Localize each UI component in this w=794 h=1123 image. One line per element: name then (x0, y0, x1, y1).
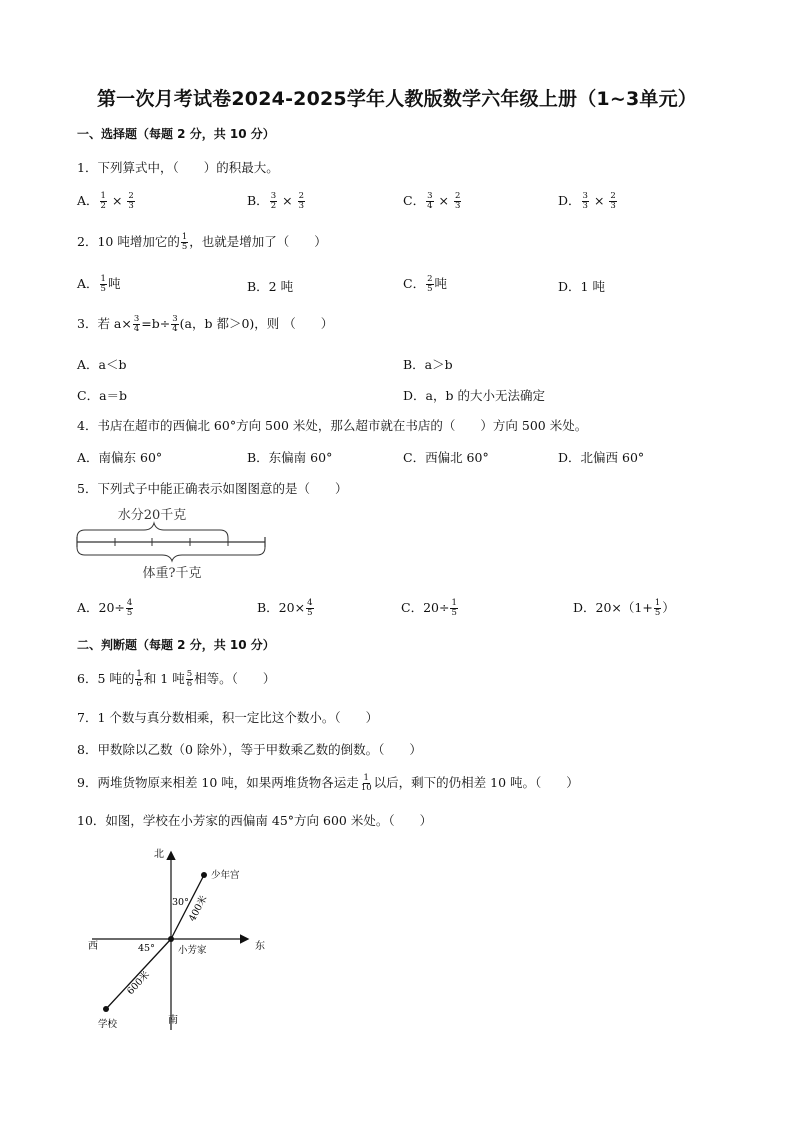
angle-west-label: 45° (138, 943, 155, 954)
distance-school-label: 600米 (125, 969, 153, 998)
section-heading-judge: 二、判断题（每题 2 分，共 10 分） (77, 638, 275, 652)
q1-option-d: D． $\frac{3}{3}$ × $\frac{2}{3}$ (558, 191, 616, 211)
q1-option-a: A． $\frac{1}{2}$ × $\frac{2}{3}$ (77, 191, 134, 211)
diagram-top-label: 水分20千克 (117, 508, 187, 523)
q1-option-c: C． $\frac{3}{4}$ × $\frac{2}{3}$ (403, 191, 461, 211)
school-point (103, 1006, 109, 1012)
section-heading-choice: 一、选择题（每题 2 分，共 10 分） (77, 127, 275, 141)
palace-point (201, 872, 207, 878)
south-label: 南 (168, 1015, 178, 1026)
question-4: 4．书店在超市的西偏北 60°方向 500 米处，那么超市就在书店的（ ）方向 500 米处。 (77, 418, 588, 433)
q3-option-a: A．a＜b (77, 357, 127, 372)
q2-option-d: D．1 吨 (558, 279, 605, 294)
question-1: 1．下列算式中，（ ）的积最大。 (77, 160, 279, 175)
diagram-bottom-label: 体重?千克 (142, 566, 202, 581)
north-label: 北 (154, 849, 164, 860)
palace-label: 少年宫 (211, 870, 240, 881)
q4-option-c: C．西偏北 60° (403, 450, 489, 465)
home-label: 小芳家 (178, 945, 207, 956)
east-label: 东 (255, 941, 265, 952)
q5-option-c: C．20÷ $\frac{1}{5}$ (401, 598, 457, 618)
q3-option-b: B．a＞b (403, 357, 453, 372)
q4-option-b: B．东偏南 60° (247, 450, 333, 465)
home-point (168, 936, 174, 942)
q4-option-d: D．北偏西 60° (558, 450, 645, 465)
q2-option-c: C． $\frac{2}{5}$ 吨 (403, 274, 448, 294)
q2-option-a: A． $\frac{1}{5}$ 吨 (77, 274, 121, 294)
q3-option-d: D．a，b 的大小无法确定 (403, 388, 545, 403)
segment-diagram (72, 500, 272, 590)
q5-option-d: D．20×（1+ $\frac{1}{5}$ ） (573, 598, 675, 618)
q5-option-b: B．20× $\frac{4}{5}$ (257, 598, 313, 618)
distance-palace-label: 400米 (186, 893, 210, 924)
question-7: 7．1 个数与真分数相乘，积一定比这个数小。（ ） (77, 710, 379, 725)
question-8: 8．甲数除以乙数（0 除外），等于甲数乘乙数的倒数。（ ） (77, 742, 422, 757)
question-9: 9．两堆货物原来相差 10 吨，如果两堆货物各运走 $\frac{1}{10}$ 以后，剩下的仍相差 10 吨。（ ） (77, 773, 579, 793)
q4-option-a: A．南偏东 60° (77, 450, 163, 465)
school-label: 学校 (98, 1019, 118, 1030)
compass-diagram (80, 840, 280, 1040)
angle-north-label: 30° (172, 897, 189, 908)
q3-option-c: C．a＝b (77, 388, 128, 403)
q2-option-b: B．2 吨 (247, 279, 294, 294)
west-label: 西 (88, 941, 98, 952)
question-2: 2．10 吨增加它的 $\frac{1}{5}$ ，也就是增加了（ ） (77, 232, 327, 252)
q5-option-a: A．20÷ $\frac{4}{5}$ (77, 598, 133, 618)
question-5: 5．下列式子中能正确表示如图图意的是（ ） (77, 481, 348, 496)
q1-option-b: B． $\frac{3}{2}$ × $\frac{2}{3}$ (247, 191, 304, 211)
question-6: 6．5 吨的 $\frac{1}{6}$ 和 1 吨 $\frac{5}{6}$ 相等。（ ） (77, 669, 276, 689)
question-10: 10．如图，学校在小芳家的西偏南 45°方向 600 米处。（ ） (77, 813, 433, 828)
page-title: 第一次月考试卷2024-2025学年人教版数学六年级上册（1~3单元） (96, 88, 697, 110)
question-3: 3．若 a× $\frac{3}{4}$ =b÷ $\frac{3}{4}$ (a，b 都＞0)，则 （ ） (77, 314, 334, 334)
